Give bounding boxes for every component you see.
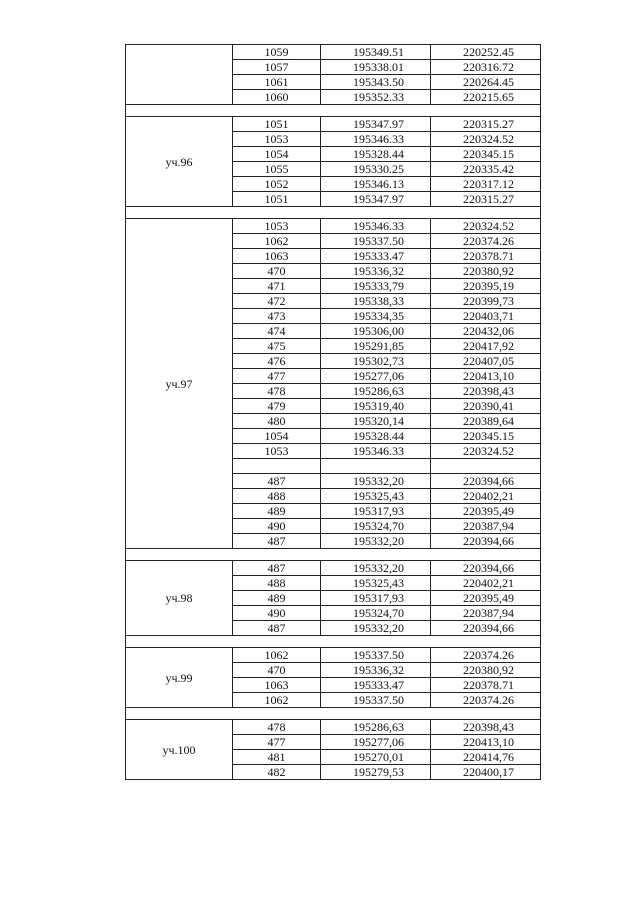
- x-coordinate-cell: 195286,63: [321, 720, 431, 735]
- y-coordinate-cell: 220398,43: [431, 720, 541, 735]
- separator-cell: [126, 207, 541, 219]
- point-number-cell: 1054: [233, 429, 321, 444]
- point-number-cell: 1061: [233, 75, 321, 90]
- point-number-cell: 1062: [233, 234, 321, 249]
- section-separator-row: [126, 105, 541, 117]
- x-coordinate-cell: 195338,33: [321, 294, 431, 309]
- x-coordinate-cell: 195320,14: [321, 414, 431, 429]
- point-number-cell: 489: [233, 591, 321, 606]
- point-number-cell: 490: [233, 519, 321, 534]
- point-number-cell: 1051: [233, 192, 321, 207]
- y-coordinate-cell: 220394,66: [431, 621, 541, 636]
- point-number-cell: 488: [233, 489, 321, 504]
- point-number-cell: 490: [233, 606, 321, 621]
- y-coordinate-cell: 220252.45: [431, 45, 541, 60]
- y-coordinate-cell: 220378.71: [431, 249, 541, 264]
- section-label: уч.100: [126, 720, 233, 780]
- x-coordinate-cell: 195328.44: [321, 147, 431, 162]
- point-number-cell: 1062: [233, 693, 321, 708]
- x-coordinate-cell: 195338.01: [321, 60, 431, 75]
- x-coordinate-cell: 195330.25: [321, 162, 431, 177]
- point-number-cell: 1062: [233, 648, 321, 663]
- point-number-cell: 477: [233, 735, 321, 750]
- y-coordinate-cell: 220317.12: [431, 177, 541, 192]
- x-coordinate-cell: 195277,06: [321, 369, 431, 384]
- point-number-cell: 487: [233, 474, 321, 489]
- point-number-cell: 478: [233, 384, 321, 399]
- point-number-cell: 1051: [233, 117, 321, 132]
- y-coordinate-cell: 220264.45: [431, 75, 541, 90]
- y-coordinate-cell: 220395,19: [431, 279, 541, 294]
- x-coordinate-cell: 195347.97: [321, 192, 431, 207]
- separator-cell: [126, 105, 541, 117]
- point-number-cell: 1063: [233, 678, 321, 693]
- separator-cell: [126, 549, 541, 561]
- point-number-cell: 1055: [233, 162, 321, 177]
- table-row: [126, 648, 541, 663]
- x-coordinate-cell: 195352.33: [321, 90, 431, 105]
- point-number-cell: 488: [233, 576, 321, 591]
- y-coordinate-cell: 220413,10: [431, 735, 541, 750]
- section-separator-row: [126, 708, 541, 720]
- x-coordinate-cell: 195317,93: [321, 591, 431, 606]
- point-number-cell: 1059: [233, 45, 321, 60]
- table-row: [126, 219, 541, 234]
- point-number-cell: 1053: [233, 132, 321, 147]
- x-coordinate-cell: 195328.44: [321, 429, 431, 444]
- y-coordinate-cell: 220374.26: [431, 648, 541, 663]
- y-coordinate-cell: 220389,64: [431, 414, 541, 429]
- x-coordinate-cell: 195337.50: [321, 648, 431, 663]
- y-coordinate-cell: 220335.42: [431, 162, 541, 177]
- x-coordinate-cell: 195325,43: [321, 489, 431, 504]
- y-coordinate-cell: 220403,71: [431, 309, 541, 324]
- x-coordinate-cell: 195336,32: [321, 264, 431, 279]
- point-number-cell: 471: [233, 279, 321, 294]
- y-coordinate-cell: [431, 459, 541, 474]
- x-coordinate-cell: 195332,20: [321, 474, 431, 489]
- y-coordinate-cell: 220398,43: [431, 384, 541, 399]
- x-coordinate-cell: 195346.33: [321, 219, 431, 234]
- x-coordinate-cell: 195346.33: [321, 444, 431, 459]
- x-coordinate-cell: 195324,70: [321, 519, 431, 534]
- section-label: [126, 45, 233, 105]
- x-coordinate-cell: 195336,32: [321, 663, 431, 678]
- x-coordinate-cell: 195279,53: [321, 765, 431, 780]
- table-row: [126, 720, 541, 735]
- section-separator-row: [126, 549, 541, 561]
- y-coordinate-cell: 220315.27: [431, 192, 541, 207]
- x-coordinate-cell: 195332,20: [321, 621, 431, 636]
- section-label: уч.96: [126, 117, 233, 207]
- x-coordinate-cell: 195291,85: [321, 339, 431, 354]
- section-separator-row: [126, 636, 541, 648]
- point-number-cell: 487: [233, 534, 321, 549]
- point-number-cell: 480: [233, 414, 321, 429]
- y-coordinate-cell: 220380,92: [431, 264, 541, 279]
- y-coordinate-cell: 220374.26: [431, 693, 541, 708]
- point-number-cell: 1063: [233, 249, 321, 264]
- x-coordinate-cell: 195332,20: [321, 561, 431, 576]
- y-coordinate-cell: 220407,05: [431, 354, 541, 369]
- x-coordinate-cell: 195317,93: [321, 504, 431, 519]
- y-coordinate-cell: 220324.52: [431, 444, 541, 459]
- x-coordinate-cell: 195333.47: [321, 678, 431, 693]
- y-coordinate-cell: 220413,10: [431, 369, 541, 384]
- y-coordinate-cell: 220316.72: [431, 60, 541, 75]
- x-coordinate-cell: 195337.50: [321, 693, 431, 708]
- point-number-cell: 479: [233, 399, 321, 414]
- point-number-cell: 1060: [233, 90, 321, 105]
- x-coordinate-cell: 195302,73: [321, 354, 431, 369]
- x-coordinate-cell: 195332,20: [321, 534, 431, 549]
- x-coordinate-cell: 195349.51: [321, 45, 431, 60]
- y-coordinate-cell: 220399,73: [431, 294, 541, 309]
- point-number-cell: 481: [233, 750, 321, 765]
- y-coordinate-cell: 220387,94: [431, 519, 541, 534]
- x-coordinate-cell: 195319,40: [321, 399, 431, 414]
- x-coordinate-cell: 195277,06: [321, 735, 431, 750]
- y-coordinate-cell: 220324.52: [431, 219, 541, 234]
- y-coordinate-cell: 220315.27: [431, 117, 541, 132]
- y-coordinate-cell: 220394,66: [431, 561, 541, 576]
- point-number-cell: 487: [233, 621, 321, 636]
- point-number-cell: 472: [233, 294, 321, 309]
- point-number-cell: 470: [233, 264, 321, 279]
- y-coordinate-cell: 220394,66: [431, 534, 541, 549]
- x-coordinate-cell: 195333,79: [321, 279, 431, 294]
- table-row: [126, 561, 541, 576]
- point-number-cell: 1053: [233, 444, 321, 459]
- y-coordinate-cell: 220380,92: [431, 663, 541, 678]
- y-coordinate-cell: 220387,94: [431, 606, 541, 621]
- y-coordinate-cell: 220374.26: [431, 234, 541, 249]
- point-number-cell: 478: [233, 720, 321, 735]
- point-number-cell: 475: [233, 339, 321, 354]
- table-row: [126, 45, 541, 60]
- separator-cell: [126, 636, 541, 648]
- x-coordinate-cell: 195270,01: [321, 750, 431, 765]
- point-number-cell: 1057: [233, 60, 321, 75]
- x-coordinate-cell: 195333.47: [321, 249, 431, 264]
- x-coordinate-cell: 195334,35: [321, 309, 431, 324]
- coordinates-table: [125, 44, 541, 780]
- section-label: уч.99: [126, 648, 233, 708]
- point-number-cell: 482: [233, 765, 321, 780]
- separator-cell: [126, 708, 541, 720]
- x-coordinate-cell: 195306,00: [321, 324, 431, 339]
- y-coordinate-cell: 220402,21: [431, 576, 541, 591]
- x-coordinate-cell: 195337.50: [321, 234, 431, 249]
- x-coordinate-cell: [321, 459, 431, 474]
- y-coordinate-cell: 220417,92: [431, 339, 541, 354]
- point-number-cell: 476: [233, 354, 321, 369]
- point-number-cell: 1053: [233, 219, 321, 234]
- coordinates-table-body: [126, 45, 541, 780]
- point-number-cell: 489: [233, 504, 321, 519]
- y-coordinate-cell: 220414,76: [431, 750, 541, 765]
- x-coordinate-cell: 195286,63: [321, 384, 431, 399]
- y-coordinate-cell: 220390,41: [431, 399, 541, 414]
- x-coordinate-cell: 195346.33: [321, 132, 431, 147]
- point-number-cell: 470: [233, 663, 321, 678]
- y-coordinate-cell: 220345.15: [431, 147, 541, 162]
- point-number-cell: 477: [233, 369, 321, 384]
- y-coordinate-cell: 220395,49: [431, 504, 541, 519]
- point-number-cell: 473: [233, 309, 321, 324]
- y-coordinate-cell: 220345.15: [431, 429, 541, 444]
- y-coordinate-cell: 220394,66: [431, 474, 541, 489]
- point-number-cell: 1052: [233, 177, 321, 192]
- section-label: уч.97: [126, 219, 233, 549]
- y-coordinate-cell: 220324.52: [431, 132, 541, 147]
- x-coordinate-cell: 195324,70: [321, 606, 431, 621]
- y-coordinate-cell: 220215.65: [431, 90, 541, 105]
- y-coordinate-cell: 220378.71: [431, 678, 541, 693]
- x-coordinate-cell: 195325,43: [321, 576, 431, 591]
- point-number-cell: [233, 459, 321, 474]
- y-coordinate-cell: 220395,49: [431, 591, 541, 606]
- y-coordinate-cell: 220432,06: [431, 324, 541, 339]
- x-coordinate-cell: 195346.13: [321, 177, 431, 192]
- section-separator-row: [126, 207, 541, 219]
- y-coordinate-cell: 220402,21: [431, 489, 541, 504]
- table-row: [126, 117, 541, 132]
- y-coordinate-cell: 220400,17: [431, 765, 541, 780]
- point-number-cell: 474: [233, 324, 321, 339]
- x-coordinate-cell: 195343.50: [321, 75, 431, 90]
- x-coordinate-cell: 195347.97: [321, 117, 431, 132]
- point-number-cell: 1054: [233, 147, 321, 162]
- section-label: уч.98: [126, 561, 233, 636]
- point-number-cell: 487: [233, 561, 321, 576]
